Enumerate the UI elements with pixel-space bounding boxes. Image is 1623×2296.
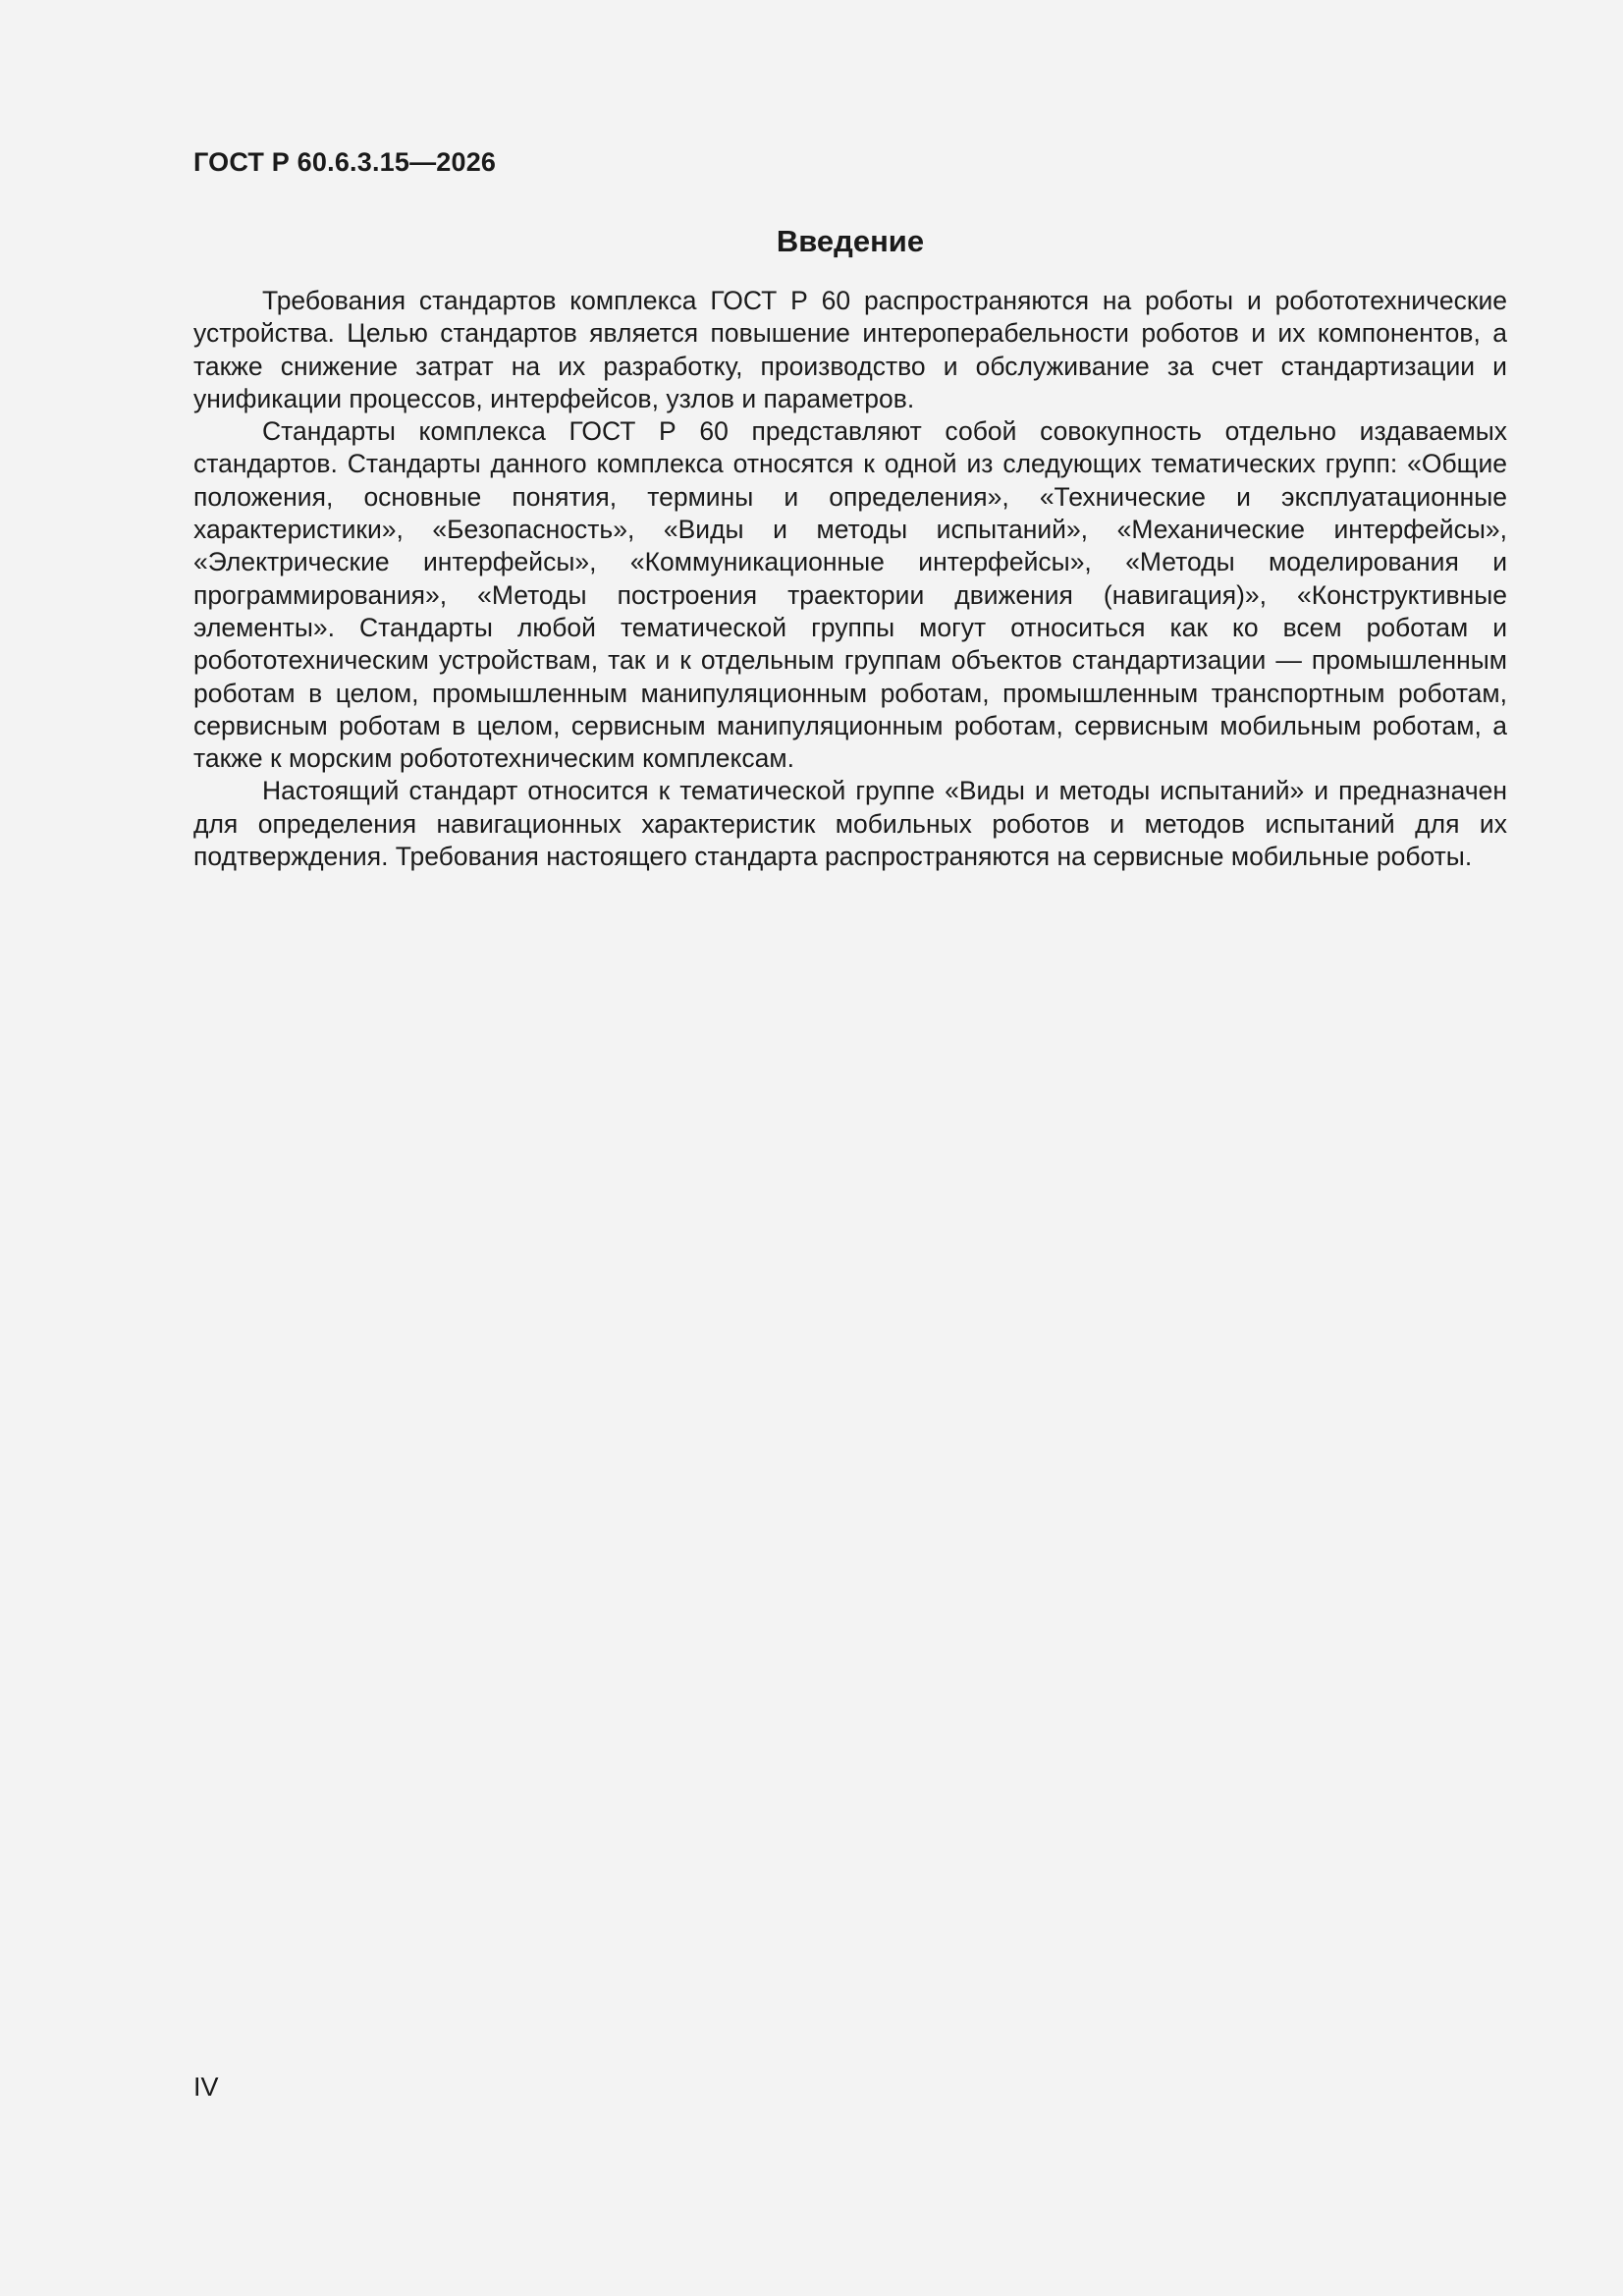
section-title: Введение xyxy=(776,224,925,258)
page-number: IV xyxy=(193,2072,219,2102)
paragraph: Настоящий стандарт относится к тематической группе «Виды и методы испытаний» и предназначен для определения навигационных характеристик мобильных роботов и методов испытаний для их подтверждения. Требования настоящего стандарта распространяются на сервисные мобильные роботы. xyxy=(193,776,1507,872)
document-header: ГОСТ Р 60.6.3.15—2026 xyxy=(193,147,497,177)
paragraph: Стандарты комплекса ГОСТ Р 60 представляют собой совокупность отдельно издаваемых стандартов. Стандарты данного комплекса относятся к одной из следующих тематических групп: «Общие положения, основные понятия, термины и определения», «Технические и эксплуатационные характеристики», «Безопасность», «Виды и методы испытаний», «Механические интерфейсы», «Электрические интерфейсы», «Коммуникационные интерфейсы», «Методы моделирования и программирования», «Методы построения траектории движения (навигация)», «Конструктивные элементы». Стандарты любой тематической группы могут относиться как ко всем роботам и робототехническим устройствам, так и к отдельным группам объектов стандартизации — промышленным роботам в целом, промышленным манипуляционным роботам, промышленным транспортным роботам, сервисным роботам в целом, сервисным манипуляционным роботам, сервисным мобильным роботам, а также к морским робототехническим комплексам. xyxy=(193,416,1507,774)
body-text xyxy=(193,285,1507,873)
paragraph: Требования стандартов комплекса ГОСТ Р 60 распространяются на роботы и робототехнические устройства. Целью стандартов является повышение интероперабельности роботов и их компонентов, а также снижение затрат на их разработку, производство и обслуживание за счет стандартизации и унификации процессов, интерфейсов, узлов и параметров. xyxy=(193,286,1507,413)
